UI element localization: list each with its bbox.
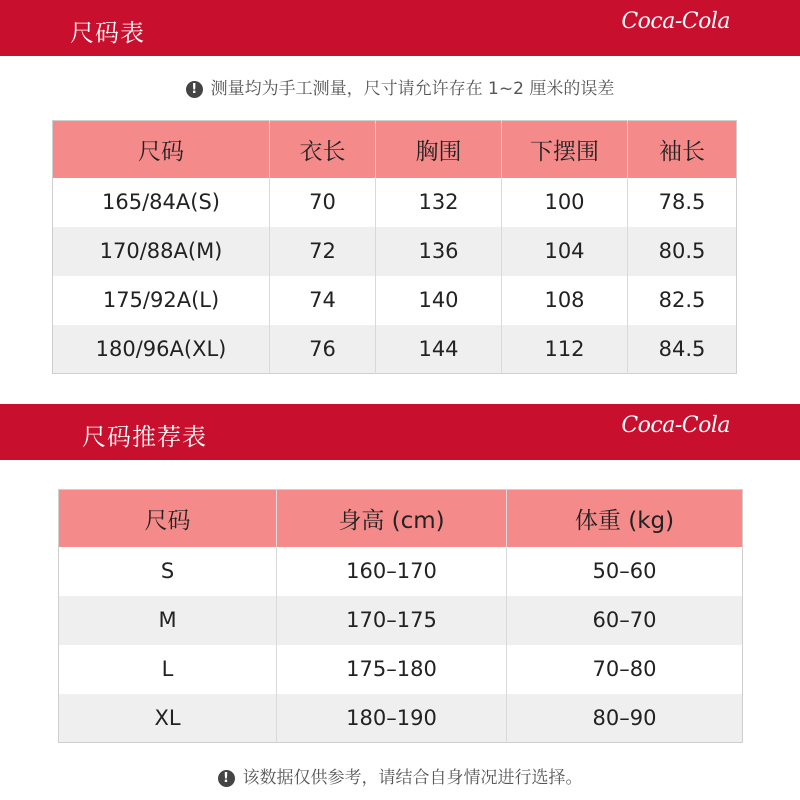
recommend-chart-table [58, 489, 743, 743]
recommend-chart-banner [0, 404, 800, 460]
warning-icon: ! [218, 770, 235, 787]
cell-height: 160–170 [277, 547, 507, 596]
cell-sleeve: 80.5 [628, 227, 737, 276]
header-sleeve: 袖长 [628, 121, 737, 178]
table-row [53, 325, 737, 374]
cell-sleeve: 78.5 [628, 178, 737, 227]
cell-chest: 144 [376, 325, 502, 374]
cell-sleeve: 84.5 [628, 325, 737, 374]
cell-size: S [59, 547, 277, 596]
table-header-row [59, 490, 743, 547]
table-row [59, 596, 743, 645]
cell-chest: 136 [376, 227, 502, 276]
size-chart-title: 尺码表 [70, 19, 145, 47]
cell-size: 180/96A(XL) [53, 325, 270, 374]
header-size: 尺码 [53, 121, 270, 178]
header-weight: 体重 (kg) [507, 490, 743, 547]
cell-weight: 70–80 [507, 645, 743, 694]
header-height: 身高 (cm) [277, 490, 507, 547]
size-chart-banner [0, 0, 800, 56]
table-row [59, 694, 743, 743]
cell-size: L [59, 645, 277, 694]
cell-height: 170–175 [277, 596, 507, 645]
header-length: 衣长 [270, 121, 376, 178]
measurement-notice [0, 74, 800, 99]
cell-weight: 60–70 [507, 596, 743, 645]
table-header-row [53, 121, 737, 178]
cell-hem: 112 [502, 325, 628, 374]
reference-notice [0, 763, 800, 788]
size-chart-table [52, 120, 737, 374]
cell-chest: 140 [376, 276, 502, 325]
coca-cola-logo: Coca-Cola [621, 413, 730, 438]
cell-height: 180–190 [277, 694, 507, 743]
header-size: 尺码 [59, 490, 277, 547]
cell-length: 76 [270, 325, 376, 374]
table-row [53, 276, 737, 325]
recommend-chart-title: 尺码推荐表 [82, 423, 207, 451]
cell-length: 74 [270, 276, 376, 325]
cell-hem: 100 [502, 178, 628, 227]
cell-size: 165/84A(S) [53, 178, 270, 227]
cell-sleeve: 82.5 [628, 276, 737, 325]
cell-size: 170/88A(M) [53, 227, 270, 276]
reference-notice-text: 该数据仅供参考，请结合自身情况进行选择。 [242, 768, 583, 788]
table-row [59, 547, 743, 596]
header-chest: 胸围 [376, 121, 502, 178]
cell-hem: 104 [502, 227, 628, 276]
cell-weight: 50–60 [507, 547, 743, 596]
cell-size: 175/92A(L) [53, 276, 270, 325]
header-hem: 下摆围 [502, 121, 628, 178]
cell-length: 72 [270, 227, 376, 276]
cell-height: 175–180 [277, 645, 507, 694]
cell-size: XL [59, 694, 277, 743]
measurement-notice-text: 测量均为手工测量，尺寸请允许存在 1~2 厘米的误差 [210, 79, 615, 99]
table-row [53, 178, 737, 227]
cell-length: 70 [270, 178, 376, 227]
table-row [59, 645, 743, 694]
coca-cola-logo: Coca-Cola [621, 9, 730, 34]
cell-hem: 108 [502, 276, 628, 325]
warning-icon: ! [186, 81, 203, 98]
cell-weight: 80–90 [507, 694, 743, 743]
table-row [53, 227, 737, 276]
cell-chest: 132 [376, 178, 502, 227]
cell-size: M [59, 596, 277, 645]
